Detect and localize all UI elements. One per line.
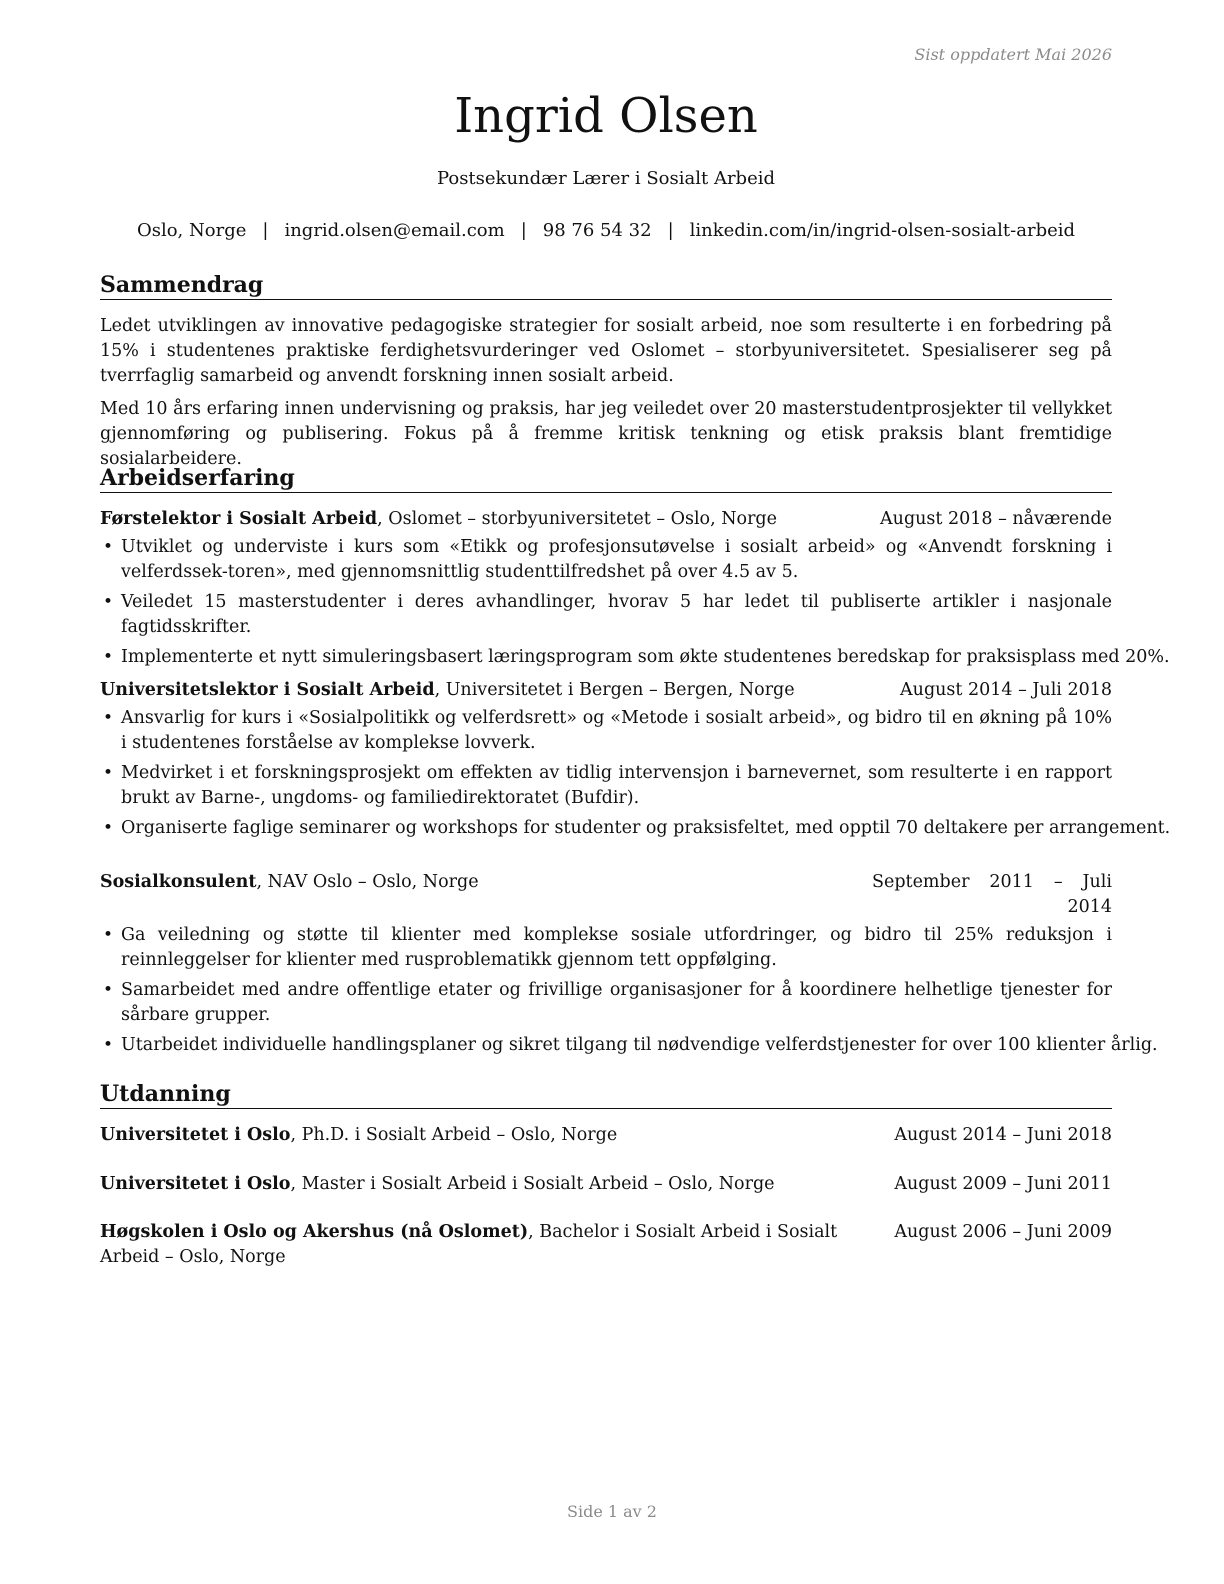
education-entry	[100, 1172, 1112, 1197]
job-bullets	[100, 706, 1171, 841]
resume-page	[100, 0, 1171, 1584]
job-header	[100, 507, 1112, 532]
job-dates-line: September 2011 – Juli	[872, 872, 1112, 892]
job-dates-line: 2014	[1067, 897, 1112, 917]
list-item: • Samarbeidet med andre offentlige etater og frivillige organisasjoner for å koordinere helhetlige tjenester for sårbare grupper.	[103, 980, 1112, 1025]
list-item: • Veiledet 15 masterstudenter i deres avhandlinger, hvorav 5 har ledet til publiserte artikler i nasjonale fagtidsskrifter.	[103, 592, 1112, 637]
job-dates	[872, 870, 1112, 920]
list-item: • Organiserte faglige seminarer og workshops for studenter og praksisfeltet, med opptil 70 deltakere per arrangement.	[100, 816, 1112, 841]
contact-linkedin-link[interactable]: linkedin.com/in/ingrid-olsen-sosialt-arbeid	[689, 220, 1076, 241]
list-item: • Utviklet og underviste i kurs som «Etikk og profesjonsutøvelse i sosialt arbeid» og «Anvendt forskning i velferdssek-toren», med gjennomsnittlig studenttilfredshet på over 4.5 av 5.	[103, 537, 1112, 582]
bullet-icon: •	[103, 818, 114, 838]
bullet-icon: •	[103, 708, 114, 728]
job-dates: August 2018 – nåværende	[880, 509, 1112, 529]
contact-separator: |	[520, 220, 527, 241]
contact-separator: |	[262, 220, 269, 241]
last-updated-note: Sist oppdatert Mai 2026	[914, 45, 1112, 64]
education-dates: August 2014 – Juni 2018	[894, 1125, 1112, 1145]
job-title: Postsekundær Lærer i Sosialt Arbeid	[436, 168, 776, 189]
bullet-icon: •	[103, 763, 114, 783]
job-entry	[100, 507, 1170, 675]
bullet-icon: •	[103, 925, 114, 945]
bullet-icon: •	[103, 980, 114, 1000]
education-degree: , Ph.D. i Sosialt Arbeid – Oslo, Norge	[290, 1125, 618, 1145]
job-bullets	[100, 535, 1170, 670]
education-entry	[100, 1123, 1112, 1148]
job-entry	[100, 678, 1171, 846]
summary-section	[100, 314, 1112, 472]
list-item: • Ansvarlig for kurs i «Sosialpolitikk og velferdsrett» og «Metode i sosialt arbeid», og bidro til en økning på 10% i studentenes forståelse av komplekse lovverk.	[103, 708, 1112, 753]
education-degree: , Master i Sosialt Arbeid i Sosialt Arbeid – Oslo, Norge	[290, 1174, 775, 1194]
contact-email-link[interactable]: ingrid.olsen@email.com	[284, 220, 505, 241]
job-employer: , Oslomet – storbyuniversitetet – Oslo, Norge	[377, 509, 777, 529]
job-title: Sosialkonsulent	[100, 872, 257, 892]
list-item: • Implementerte et nytt simuleringsbasert læringsprogram som økte studentenes beredskap for praksisplass med 20%.	[100, 645, 1112, 670]
job-title: Førstelektor i Sosialt Arbeid	[100, 509, 378, 529]
summary-paragraph: Med 10 års erfaring innen undervisning og praksis, har jeg veiledet over 20 masterstudentprosjekter til vellykket gjennomføring og publisering. Fokus på å fremme kritisk tenkning og etisk praksis blant fremtidige sosialarbeidere.	[100, 399, 1112, 469]
bullet-icon: •	[103, 592, 114, 612]
page-number: Side 1 av 2	[567, 1502, 657, 1521]
job-employer: , Universitetet i Bergen – Bergen, Norge	[434, 680, 795, 700]
job-employer: , NAV Oslo – Oslo, Norge	[256, 872, 479, 892]
contact-line	[100, 220, 1112, 242]
job-bullets	[100, 923, 1158, 1058]
job-title: Universitetslektor i Sosialt Arbeid	[100, 680, 435, 700]
education-entry	[100, 1220, 1112, 1270]
bullet-icon: •	[103, 647, 114, 667]
list-item: • Ga veiledning og støtte til klienter med komplekse sosiale utfordringer, og bidro til 25% reduksjon i reinnleggelser for klienter med rusproblematikk gjennom tett oppfølging.	[103, 925, 1112, 970]
section-heading-summary: Sammendrag	[100, 272, 1112, 300]
summary-paragraph: Ledet utviklingen av innovative pedagogiske strategier for sosialt arbeid, noe som resulterte i en forbedring på 15% i studentenes praktiske ferdighetsvurderinger ved Oslomet – storbyuniversitetet. Spesialiserer seg på tverrfaglig samarbeid og anvendt forskning innen sosialt arbeid.	[100, 316, 1112, 386]
education-school: Universitetet i Oslo	[100, 1174, 291, 1194]
bullet-icon: •	[103, 537, 114, 557]
contact-phone: 98 76 54 32	[542, 220, 652, 241]
contact-separator: |	[667, 220, 674, 241]
education-dates: August 2006 – Juni 2009	[894, 1222, 1112, 1242]
education-dates: August 2009 – Juni 2011	[894, 1174, 1112, 1194]
job-header	[100, 678, 1112, 703]
job-header	[100, 870, 1112, 920]
list-item: • Utarbeidet individuelle handlingsplaner og sikret tilgang til nødvendige velferdstjenester for over 100 klienter årlig.	[100, 1033, 1112, 1058]
job-dates: August 2014 – Juli 2018	[900, 680, 1112, 700]
section-heading-experience: Arbeidserfaring	[100, 465, 1112, 493]
education-school: Universitetet i Oslo	[100, 1125, 291, 1145]
job-entry	[100, 870, 1158, 1063]
contact-location: Oslo, Norge	[136, 220, 247, 241]
list-item: • Medvirket i et forskningsprosjekt om effekten av tidlig intervensjon i barnevernet, som resulterte i en rapport brukt av Barne-, ungdoms- og familiedirektoratet (Bufdir).	[103, 763, 1112, 808]
education-degree: , Bachelor i Sosialt Arbeid i Sosialt Arbeid – Oslo, Norge	[100, 1222, 838, 1267]
education-school: Høgskolen i Oslo og Akershus (nå Oslomet)	[100, 1222, 529, 1242]
candidate-name: Ingrid Olsen	[454, 88, 758, 144]
bullet-icon: •	[103, 1035, 114, 1055]
section-heading-education: Utdanning	[100, 1081, 1112, 1109]
